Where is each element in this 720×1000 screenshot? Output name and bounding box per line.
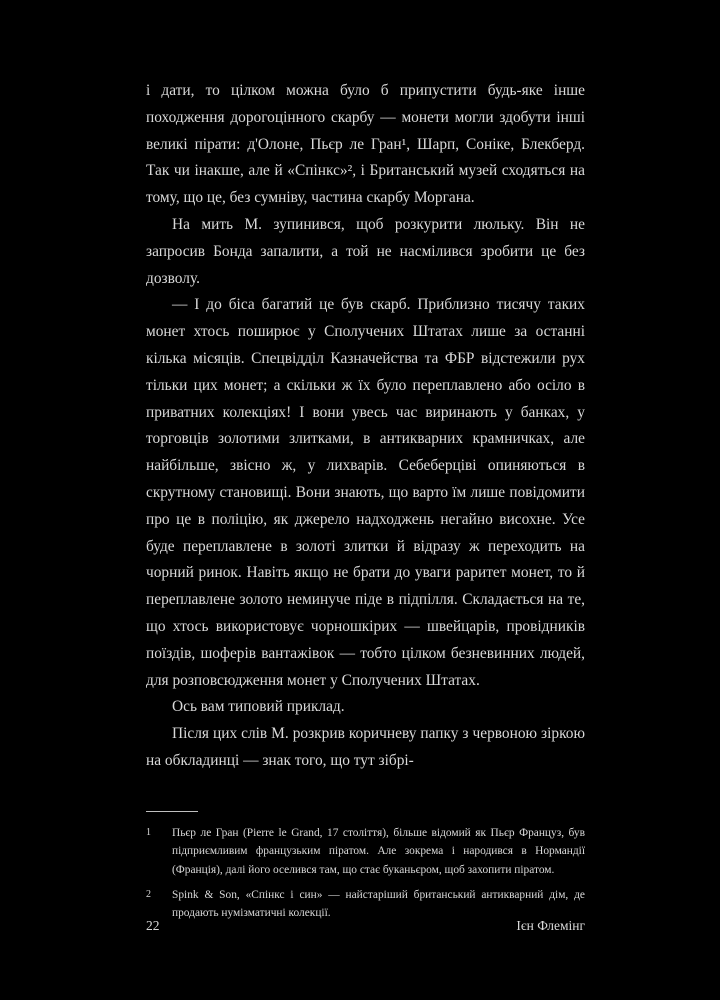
footnote-text: Пьєр ле Гран (Pierre le Grand, 17 століття), більше відомий як Пьєр Француз, був підприємливим французьким піратом. Але зокрема і народився в Нормандії (Франція), далі його оселився там, що стає буканьєром, щоб захопити піратом.	[172, 826, 585, 876]
paragraph: Після цих слів М. розкрив коричневу папку з червоною зіркою на обкладинці — знак того, що тут зібрі-	[146, 725, 585, 769]
paragraph: На мить М. зупинився, щоб розкурити люльку. Він не запросив Бонда запалити, а той не насмілився зробити це без дозволу.	[146, 215, 585, 287]
paragraph: Ось вам типовий приклад.	[172, 698, 345, 716]
paragraph: і дати, то цілком можна було б припустити будь-яке інше походження дорогоцінного скарбу — монети могли здобути інші великі пірати: д'Олоне, Пьєр ле Гран¹, Шарп, Соніке, Блекберд. Так чи інакше, але й «Спінкс»², і Британський музей сходяться на тому, що це, без сумніву, частина скарбу Моргана.	[146, 82, 585, 207]
running-author: Ієн Флемінг	[516, 918, 585, 933]
footnote-number: 1	[146, 826, 151, 838]
footnote-divider	[146, 811, 198, 812]
page-number: 22	[146, 918, 160, 933]
footnote-text: Spink & Son, «Спінкс і син» — найстаріший британський антикварний дім, де продають нумізматичні колекції.	[172, 888, 585, 920]
book-page	[146, 78, 585, 958]
footnote	[146, 824, 585, 880]
page-footer	[146, 918, 585, 934]
paragraph: — І до біса багатий це був скарб. Приблизно тисячу таких монет хтось поширює у Сполучених Штатах лише за останні кілька місяців. Спецвідділ Казначейства та ФБР відстежили рух тільки цих монет; а скільки ж їх було переплавлено або осіло в приватних колекціях! І вони увесь час виринають у банках, у торговців золотими злитками, в антикварних крамничках, але найбільше, звісно ж, у лихварів. Себеберціві опиняються в скрутному становищі. Вони знають, що варто їм лише повідомити про це в поліцію, як джерело надходжень негайно висохне. Усе буде переплавлене в золоті злитки й відразу ж переходить на чорний ринок. Навіть якщо не брати до уваги раритет монет, то й переплавлене золото неминуче піде в підпілля. Складається на те, що хтось використовує чорношкірих — швейцарів, провідників поїздів, шоферів вантажівок — тобто цілком безневинних людей, для розповсюдження монет у Сполучених Штатах.	[146, 296, 585, 689]
footnote-number: 2	[146, 888, 151, 900]
body-text	[146, 78, 585, 775]
